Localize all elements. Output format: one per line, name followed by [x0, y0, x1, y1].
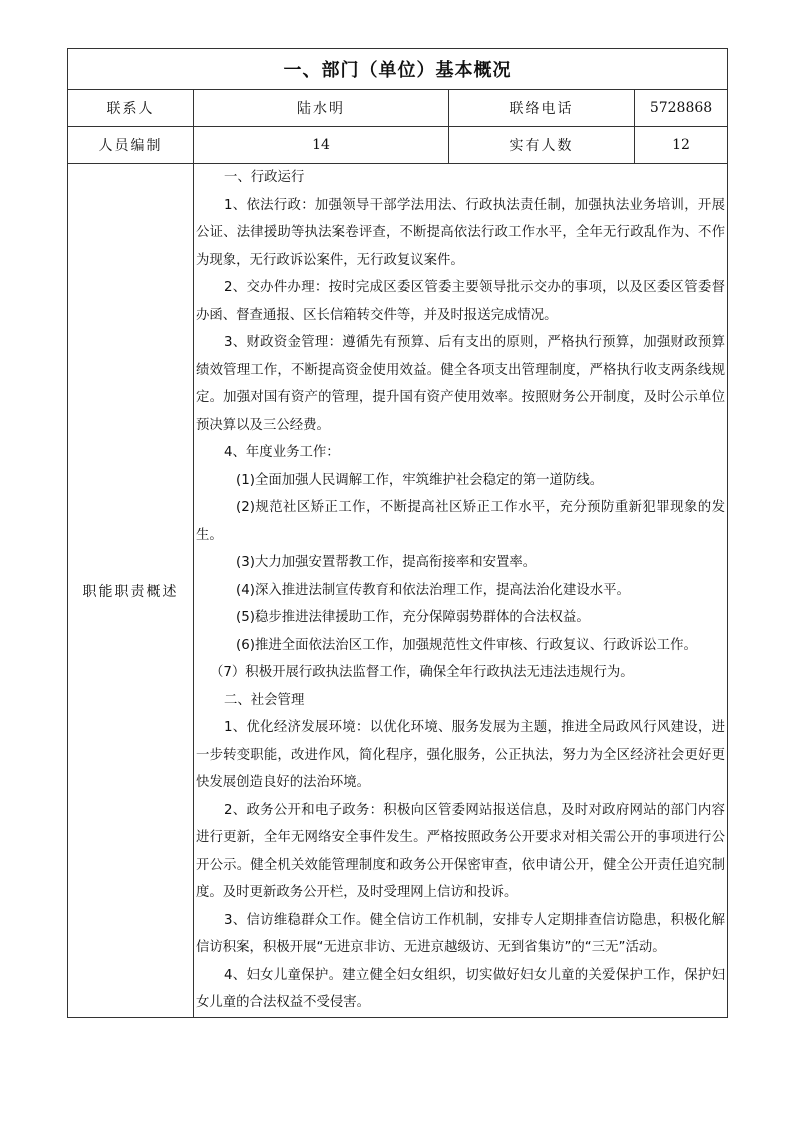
contact-value: 陆水明 — [194, 90, 449, 127]
phone-value: 5728868 — [635, 90, 728, 127]
paragraph: 2、政务公开和电子政务：积极向区管委网站报送信息，及时对政府网站的部门内容进行更新，全年无网络安全事件发生。严格按照政务公开要求对相关需公开的事项进行公开公示。健全机关效能管理制度和政务公开保密审查，依申请公开，健全公开责任追究制度。及时更新政务公开栏，及时受理网上信访和投诉。 — [196, 802, 725, 900]
actual-staff-value: 12 — [635, 127, 728, 164]
paragraph: 1、优化经济发展环境：以优化环境、服务发展为主题，推进全局政风行风建设，进一步转变职能，改进作风，简化程序，强化服务，公正执法，努力为全区经济社会更好更快发展创造良好的法治环境。 — [196, 720, 725, 790]
actual-staff-label: 实有人数 — [449, 127, 635, 164]
paragraph: 二、社会管理 — [224, 692, 305, 708]
paragraph: (3)大力加强安置帮教工作，提高衔接率和安置率。 — [236, 555, 537, 570]
duties-content — [194, 164, 728, 1018]
paragraph: 3、信访维稳群众工作。健全信访工作机制，安排专人定期排查信访隐患，积极化解信访积案，积极开展“无进京非访、无进京越级访、无到省集访”的“三无”活动。 — [196, 912, 725, 955]
paragraph: 一、行政运行 — [224, 170, 305, 185]
paragraph: (5)稳步推进法律援助工作，充分保障弱势群体的合法权益。 — [236, 610, 590, 625]
table-title: 一、部门（单位）基本概况 — [68, 49, 728, 90]
staff-quota-value: 14 — [194, 127, 449, 164]
paragraph: 1、依法行政：加强领导干部学法用法、行政执法责任制，加强执法业务培训，开展公证、法律援助等执法案卷评查，不断提高依法行政工作水平，全年无行政乱作为、不作为现象，无行政诉讼案件，无行政复议案件。 — [196, 197, 725, 268]
basic-info-table — [67, 48, 728, 1018]
phone-label: 联络电话 — [449, 90, 635, 127]
staff-quota-label: 人员编制 — [68, 127, 194, 164]
paragraph: 4、年度业务工作： — [224, 445, 340, 460]
paragraph: (6)推进全面依法治区工作，加强规范性文件审核、行政复议、行政诉讼工作。 — [236, 637, 697, 653]
paragraph: 4、妇女儿童保护。建立健全妇女组织，切实做好妇女儿童的关爱保护工作，保护妇女儿童的合法权益不受侵害。 — [196, 967, 725, 1010]
paragraph: （7）积极开展行政执法监督工作，确保全年行政执法无违法违规行为。 — [210, 665, 634, 680]
paragraph: 2、交办件办理：按时完成区委区管委主要领导批示交办的事项，以及区委区管委督办函、督查通报、区长信箱转交件等，并及时报送完成情况。 — [196, 280, 725, 323]
paragraph: 3、财政资金管理：遵循先有预算、后有支出的原则，严格执行预算，加强财政预算绩效管理工作，不断提高资金使用效益。健全各项支出管理制度，严格执行收支两条线规定。加强对国有资产的管理，提升国有资产使用效率。按照财务公开制度，及时公示单位预决算以及三公经费。 — [196, 335, 725, 433]
paragraph: (1)全面加强人民调解工作，牢筑维护社会稳定的第一道防线。 — [236, 472, 604, 488]
paragraph: (2)规范社区矫正工作，不断提高社区矫正工作水平，充分预防重新犯罪现象的发生。 — [196, 500, 725, 543]
contact-label: 联系人 — [68, 90, 194, 127]
duties-label: 职能职责概述 — [68, 164, 194, 1018]
paragraph: (4)深入推进法制宣传教育和依法治理工作，提高法治化建设水平。 — [236, 582, 630, 598]
